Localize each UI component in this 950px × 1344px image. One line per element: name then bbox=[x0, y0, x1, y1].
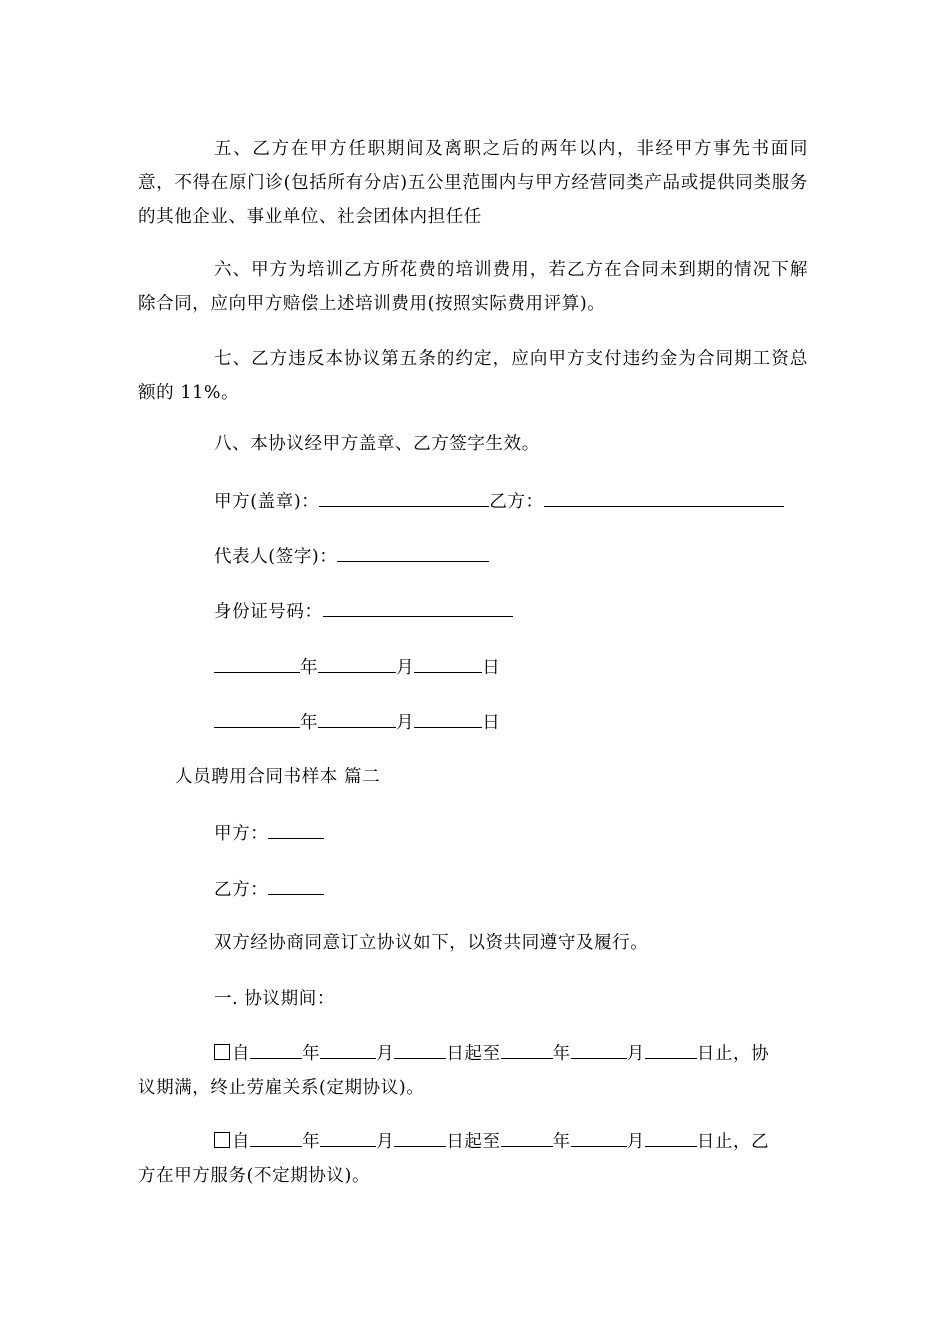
checkbox-indefinite-term[interactable] bbox=[214, 1132, 230, 1148]
party-b-sign-blank[interactable] bbox=[544, 488, 784, 507]
section-two-party-b bbox=[214, 876, 324, 902]
clause-eight: 八、本协议经甲方盖章、乙方签字生效。 bbox=[214, 434, 540, 454]
party-b-label: 乙方： bbox=[214, 880, 269, 900]
indefinite-term-continuation: 方在甲方服务(不定期协议)。 bbox=[138, 1166, 371, 1186]
month-blank[interactable] bbox=[318, 654, 396, 673]
end-day-blank[interactable] bbox=[645, 1040, 697, 1059]
date-line-1 bbox=[214, 654, 500, 680]
end-year-blank[interactable] bbox=[501, 1040, 553, 1059]
end-year-blank[interactable] bbox=[501, 1128, 553, 1147]
year-label: 年 bbox=[302, 1132, 321, 1152]
fixed-term-continuation: 议期满，终止劳雇关系(定期协议)。 bbox=[138, 1078, 425, 1098]
party-b-blank[interactable] bbox=[268, 876, 324, 895]
agreement-intro: 双方经协商同意订立协议如下，以资共同遵守及履行。 bbox=[214, 933, 649, 953]
day-blank[interactable] bbox=[414, 709, 482, 728]
month-label: 月 bbox=[396, 713, 415, 733]
clause-six: 六、甲方为培训乙方所花费的培训费用，若乙方在合同未到期的情况下解除合同，应向甲方赔偿上述培训费用(按照实际费用评算)。 bbox=[138, 260, 808, 314]
month-label: 月 bbox=[626, 1044, 645, 1064]
year-label: 年 bbox=[552, 1044, 571, 1064]
section-two-party-a bbox=[214, 820, 324, 846]
representative-label: 代表人(签字)： bbox=[214, 547, 338, 567]
checkbox-fixed-term[interactable] bbox=[214, 1044, 230, 1060]
clause-five: 五、乙方在甲方任职期间及离职之后的两年以内，非经甲方事先书面同意，不得在原门诊(包括所有分店)五公里范围内与甲方经营同类产品或提供同类服务的其他企业、事业单位、社会团体内担任任 bbox=[138, 139, 808, 227]
start-day-blank[interactable] bbox=[394, 1128, 446, 1147]
party-a-blank[interactable] bbox=[268, 820, 324, 839]
to-label: 日起至 bbox=[446, 1132, 501, 1152]
day-label: 日 bbox=[482, 713, 501, 733]
party-a-label: 甲方： bbox=[214, 824, 269, 844]
party-b-sign-label: 乙方： bbox=[489, 492, 544, 512]
from-label: 自 bbox=[232, 1132, 251, 1152]
id-number-blank[interactable] bbox=[323, 598, 513, 617]
period-option-indefinite bbox=[138, 1125, 808, 1193]
year-blank[interactable] bbox=[214, 654, 300, 673]
day-blank[interactable] bbox=[414, 654, 482, 673]
month-label: 月 bbox=[396, 658, 415, 678]
year-label: 年 bbox=[302, 1044, 321, 1064]
period-heading: 一. 协议期间： bbox=[214, 989, 335, 1009]
from-label: 自 bbox=[232, 1044, 251, 1064]
until-label: 日止， bbox=[696, 1132, 752, 1152]
clause-seven: 七、乙方违反本协议第五条的约定，应向甲方支付违约金为合同期工资总额的 11%。 bbox=[138, 349, 808, 403]
start-month-blank[interactable] bbox=[320, 1128, 376, 1147]
party-a-seal-blank[interactable] bbox=[319, 488, 489, 507]
day-label: 日 bbox=[482, 658, 501, 678]
representative-blank[interactable] bbox=[337, 543, 489, 562]
year-label: 年 bbox=[300, 713, 319, 733]
year-label: 年 bbox=[300, 658, 319, 678]
representative-line bbox=[214, 543, 489, 569]
period-option-fixed bbox=[138, 1037, 808, 1105]
start-month-blank[interactable] bbox=[320, 1040, 376, 1059]
until-label: 日止， bbox=[696, 1044, 752, 1064]
wrap-char: 协 bbox=[751, 1044, 770, 1064]
id-number-line bbox=[214, 598, 513, 624]
end-month-blank[interactable] bbox=[571, 1128, 627, 1147]
start-year-blank[interactable] bbox=[250, 1040, 302, 1059]
month-label: 月 bbox=[376, 1132, 395, 1152]
start-year-blank[interactable] bbox=[250, 1128, 302, 1147]
party-a-seal-line bbox=[214, 488, 784, 514]
month-label: 月 bbox=[626, 1132, 645, 1152]
wrap-char: 乙 bbox=[751, 1132, 770, 1152]
to-label: 日起至 bbox=[446, 1044, 501, 1064]
id-number-label: 身份证号码： bbox=[214, 602, 323, 622]
year-blank[interactable] bbox=[214, 709, 300, 728]
end-month-blank[interactable] bbox=[571, 1040, 627, 1059]
start-day-blank[interactable] bbox=[394, 1040, 446, 1059]
year-label: 年 bbox=[552, 1132, 571, 1152]
month-blank[interactable] bbox=[318, 709, 396, 728]
month-label: 月 bbox=[376, 1044, 395, 1064]
date-line-2 bbox=[214, 709, 500, 735]
party-a-seal-label: 甲方(盖章)： bbox=[214, 492, 320, 512]
end-day-blank[interactable] bbox=[645, 1128, 697, 1147]
section-two-title: 人员聘用合同书样本 篇二 bbox=[175, 767, 381, 787]
